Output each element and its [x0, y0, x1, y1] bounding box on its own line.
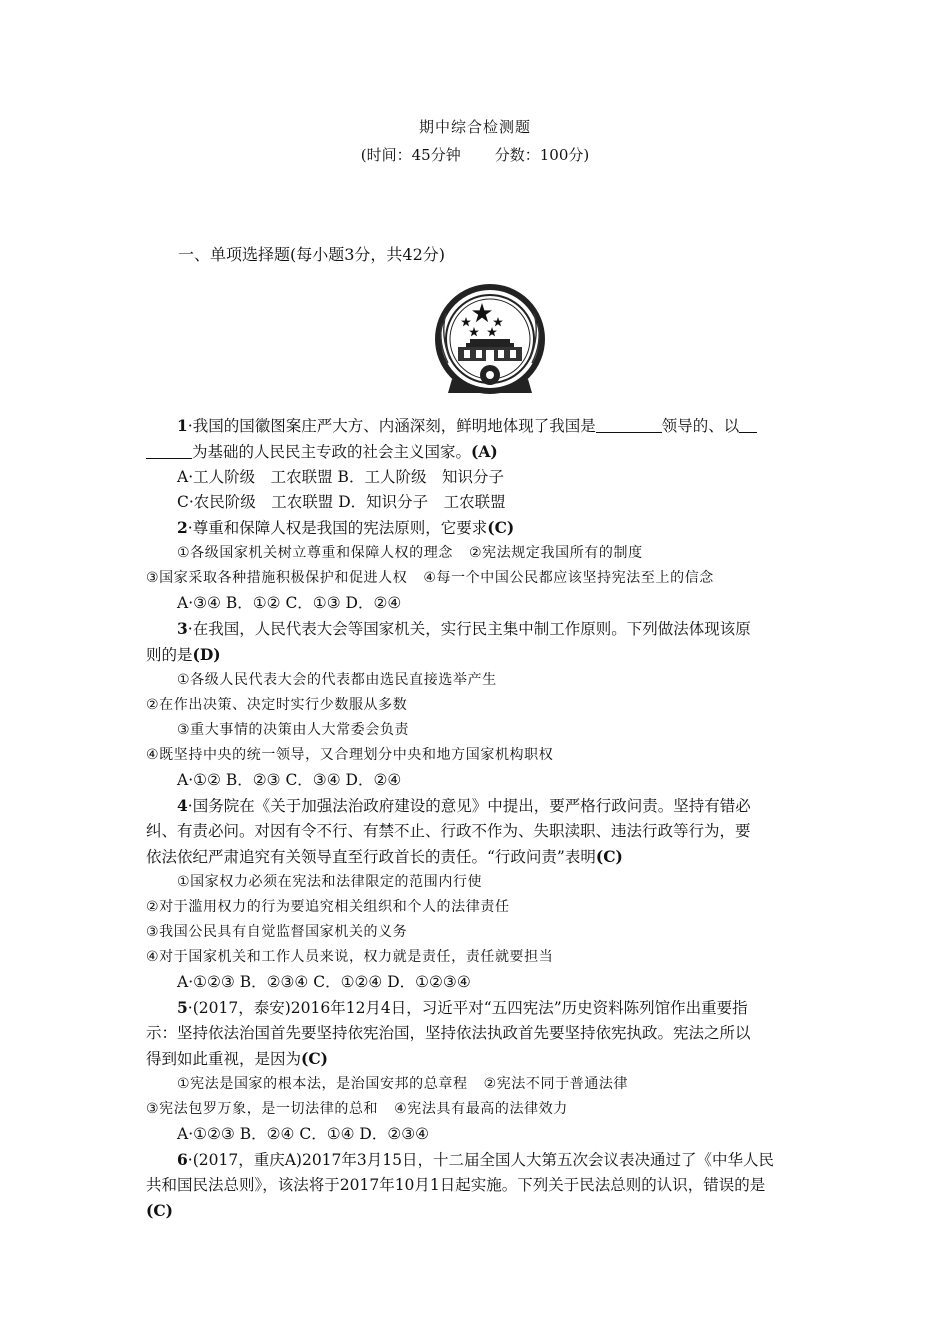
- section-heading: 一、单项选择题(每小题3分，共42分): [178, 245, 446, 264]
- question-4-options: A·①②③ B．②③④ C．①②④ D．①②③④: [177, 973, 471, 991]
- question-3-statement-2: ②在作出决策、决定时实行少数服从多数: [146, 697, 408, 713]
- question-4-statement-3: ③我国公民具有自觉监督国家机关的义务: [146, 924, 408, 940]
- page-title: 期中综合检测题: [418, 118, 531, 136]
- question-3-options: A·①② B．②③ C．③④ D．②④: [177, 771, 402, 789]
- question-6-stem-cont: 共和国民法总则》，该法将于2017年10月1日起实施。下列关于民法总则的认识，错误的是: [146, 1176, 766, 1194]
- question-6-answer: (C): [146, 1201, 174, 1220]
- question-5-options: A·①②③ B．②④ C．①④ D．②③④: [177, 1125, 430, 1143]
- question-3-statement-4: ④既坚持中央的统一领导，又合理划分中央和地方国家机构职权: [146, 747, 554, 763]
- question-1-stem: 1·我国的国徽图案庄严大方、内涵深刻，鲜明地体现了我国是 领导的、以: [146, 413, 808, 439]
- question-3-statement-1: ①各级人民代表大会的代表都由选民直接选举产生: [177, 672, 497, 688]
- question-5-statements-row1: ①宪法是国家的根本法，是治国安邦的总章程 ②宪法不同于普通法律: [177, 1076, 629, 1092]
- question-1-answer: (A): [471, 442, 498, 461]
- question-4-statement-4: ④对于国家机关和工作人员来说，权力就是责任，责任就要担当: [146, 949, 554, 965]
- question-5-stem-cont2: 得到如此重视，是因为(C): [146, 1049, 329, 1068]
- answer-blank: [146, 443, 192, 459]
- question-list: [146, 413, 808, 1224]
- question-5-statements-row2: ③宪法包罗万象，是一切法律的总和 ④宪法具有最高的法律效力: [146, 1101, 568, 1117]
- question-1-options-row1: A·工人阶级 工农联盟 B．工人阶级 知识分子: [177, 468, 504, 486]
- question-5-stem: 5·(2017，泰安)2016年12月4日，习近平对“五四宪法”历史资料陈列馆作出重要指: [177, 998, 748, 1017]
- question-3-statement-3: ③重大事情的决策由人大常委会负责: [177, 722, 410, 738]
- question-6-answer-line: [146, 1198, 808, 1224]
- question-2-options: A·③④ B．①② C．①③ D．②④: [177, 594, 402, 612]
- question-4-stem-cont1: 纠、有责必问。对因有令不行、有禁不止、行政不作为、失职渎职、违法行政等行为，要: [146, 822, 751, 840]
- national-emblem-icon: [428, 283, 552, 401]
- answer-blank: [739, 417, 757, 433]
- question-4-answer: (C): [595, 847, 623, 866]
- answer-blank: [596, 417, 662, 433]
- question-3-answer: (D): [192, 645, 221, 664]
- question-2-statements-row2: ③国家采取各种措施积极保护和促进人权 ④每一个中国公民都应该坚持宪法至上的信念: [146, 570, 714, 586]
- page-subtitle: [0, 144, 950, 165]
- question-4-statement-1: ①国家权力必须在宪法和法律限定的范围内行使: [177, 874, 483, 890]
- subtitle-time: (时间：45分钟: [360, 146, 461, 164]
- question-3-stem: 3·在我国，人民代表大会等国家机关，实行民主集中制工作原则。下列做法体现该原: [177, 619, 751, 638]
- question-2-statements-row1: ①各级国家机关树立尊重和保障人权的理念 ②宪法规定我国所有的制度: [177, 545, 643, 561]
- subtitle-score: 分数：100分): [494, 146, 590, 164]
- question-1-options-row2: C·农民阶级 工农联盟 D．知识分子 工农联盟: [177, 493, 506, 511]
- question-2-answer: (C): [487, 518, 515, 537]
- question-3-stem-cont: 则的是(D): [146, 645, 221, 664]
- question-4-stem-cont2: 依法依纪严肃追究有关领导直至行政首长的责任。“行政问责”表明(C): [146, 847, 623, 866]
- question-2-stem: 2·尊重和保障人权是我国的宪法原则，它要求(C): [177, 518, 515, 537]
- question-5-stem-cont1: 示：坚持依法治国首先要坚持依宪治国，坚持依法执政首先要坚持依宪执政。宪法之所以: [146, 1024, 751, 1042]
- question-1-stem-cont: 为基础的人民民主专政的社会主义国家。(A): [146, 439, 808, 465]
- question-6-stem: 6·(2017，重庆A)2017年3月15日，十二届全国人大第五次会议表决通过了《中华人民: [177, 1150, 774, 1169]
- question-4-stem: 4·国务院在《关于加强法治政府建设的意见》中提出，要严格行政问责。坚持有错必: [177, 796, 751, 815]
- question-5-answer: (C): [301, 1049, 329, 1068]
- question-4-statement-2: ②对于滥用权力的行为要追究相关组织和个人的法律责任: [146, 899, 510, 915]
